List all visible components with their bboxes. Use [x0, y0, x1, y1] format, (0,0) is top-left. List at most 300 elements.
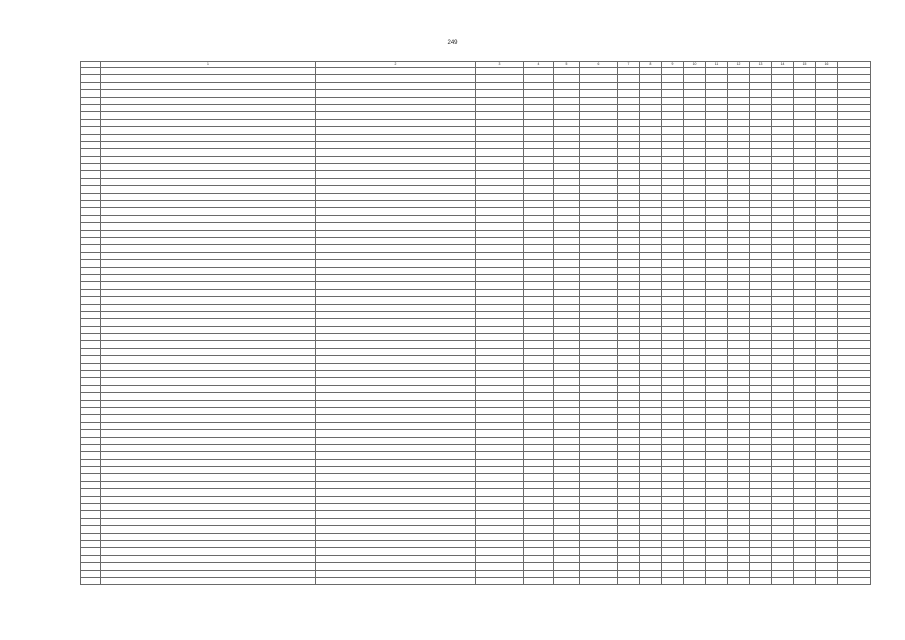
table-cell	[794, 481, 816, 488]
table-cell	[554, 141, 580, 148]
table-cell	[662, 489, 684, 496]
table-cell	[706, 489, 728, 496]
table-cell	[580, 326, 618, 333]
table-cell	[81, 570, 101, 577]
table-cell	[750, 341, 772, 348]
table-cell	[772, 452, 794, 459]
table-cell	[816, 260, 838, 267]
table-cell	[772, 134, 794, 141]
table-cell	[81, 237, 101, 244]
table-cell	[684, 563, 706, 570]
table-cell	[580, 415, 618, 422]
table-cell	[750, 237, 772, 244]
table-cell	[580, 385, 618, 392]
table-cell	[81, 201, 101, 208]
table-cell	[662, 526, 684, 533]
table-row	[81, 201, 871, 208]
table-cell	[101, 75, 316, 82]
table-cell	[816, 311, 838, 318]
table-cell	[772, 570, 794, 577]
table-cell	[838, 459, 871, 466]
table-cell	[640, 319, 662, 326]
table-cell	[640, 378, 662, 385]
table-cell	[580, 134, 618, 141]
table-cell	[618, 304, 640, 311]
table-cell	[816, 112, 838, 119]
table-cell	[554, 533, 580, 540]
table-cell	[618, 393, 640, 400]
table-cell	[316, 311, 476, 318]
table-cell	[316, 555, 476, 562]
table-cell	[640, 341, 662, 348]
table-cell	[640, 474, 662, 481]
table-cell	[618, 563, 640, 570]
table-cell	[816, 75, 838, 82]
table-row	[81, 311, 871, 318]
table-row	[81, 141, 871, 148]
table-cell	[476, 422, 524, 429]
table-cell	[476, 141, 524, 148]
table-cell	[618, 577, 640, 584]
table-cell	[794, 68, 816, 75]
table-cell	[554, 371, 580, 378]
table-cell	[728, 474, 750, 481]
table-cell	[101, 511, 316, 518]
table-cell	[316, 363, 476, 370]
table-cell	[524, 548, 554, 555]
table-cell	[618, 518, 640, 525]
table-cell	[838, 90, 871, 97]
table-cell	[728, 363, 750, 370]
table-cell	[640, 164, 662, 171]
table-cell	[476, 82, 524, 89]
table-cell	[772, 282, 794, 289]
table-cell	[618, 282, 640, 289]
table-cell	[81, 68, 101, 75]
table-cell	[101, 489, 316, 496]
table-cell	[81, 459, 101, 466]
table-cell	[662, 112, 684, 119]
table-cell	[772, 97, 794, 104]
table-cell	[640, 289, 662, 296]
table-cell	[618, 215, 640, 222]
table-cell	[524, 489, 554, 496]
table-cell	[750, 452, 772, 459]
table-cell	[580, 208, 618, 215]
table-cell	[838, 201, 871, 208]
table-cell	[316, 452, 476, 459]
table-cell	[81, 504, 101, 511]
table-cell	[580, 393, 618, 400]
table-cell	[618, 267, 640, 274]
table-cell	[816, 201, 838, 208]
table-cell	[750, 371, 772, 378]
table-cell	[838, 127, 871, 134]
table-cell	[706, 274, 728, 281]
table-cell	[101, 119, 316, 126]
table-cell	[684, 422, 706, 429]
table-cell	[476, 504, 524, 511]
table-cell	[580, 119, 618, 126]
table-cell	[554, 393, 580, 400]
table-cell	[838, 171, 871, 178]
table-cell	[794, 407, 816, 414]
table-cell	[101, 223, 316, 230]
table-cell	[81, 156, 101, 163]
table-cell	[772, 289, 794, 296]
table-cell	[640, 223, 662, 230]
table-row	[81, 230, 871, 237]
table-cell	[101, 548, 316, 555]
table-cell	[838, 237, 871, 244]
table-cell	[838, 437, 871, 444]
table-cell	[794, 371, 816, 378]
table-cell	[81, 97, 101, 104]
table-cell	[728, 430, 750, 437]
table-cell	[662, 193, 684, 200]
table-cell	[750, 548, 772, 555]
table-cell	[706, 90, 728, 97]
table-cell	[524, 282, 554, 289]
table-cell	[750, 378, 772, 385]
table-cell	[706, 201, 728, 208]
table-cell	[524, 119, 554, 126]
table-cell	[794, 134, 816, 141]
table-cell	[554, 164, 580, 171]
table-cell	[662, 437, 684, 444]
table-cell	[750, 407, 772, 414]
table-row	[81, 223, 871, 230]
table-cell	[706, 245, 728, 252]
table-cell	[476, 393, 524, 400]
table-cell	[772, 400, 794, 407]
table-cell	[554, 68, 580, 75]
table-cell	[684, 164, 706, 171]
table-cell	[750, 504, 772, 511]
table-cell	[662, 134, 684, 141]
table-cell	[662, 282, 684, 289]
table-cell	[728, 489, 750, 496]
table-cell	[618, 511, 640, 518]
table-cell	[838, 319, 871, 326]
table-cell	[316, 371, 476, 378]
table-cell	[838, 252, 871, 259]
table-cell	[476, 444, 524, 451]
table-cell	[554, 104, 580, 111]
table-cell	[662, 378, 684, 385]
table-cell	[728, 467, 750, 474]
table-cell	[816, 90, 838, 97]
table-cell	[728, 385, 750, 392]
table-cell	[580, 341, 618, 348]
table-cell	[316, 119, 476, 126]
table-cell	[81, 141, 101, 148]
table-cell	[794, 459, 816, 466]
table-cell	[81, 341, 101, 348]
table-row	[81, 97, 871, 104]
table-cell	[580, 230, 618, 237]
table-row	[81, 378, 871, 385]
table-cell	[476, 541, 524, 548]
table-row	[81, 90, 871, 97]
table-cell	[580, 304, 618, 311]
table-cell	[772, 459, 794, 466]
table-cell	[794, 282, 816, 289]
table-cell	[101, 186, 316, 193]
table-cell	[618, 289, 640, 296]
table-cell	[750, 215, 772, 222]
table-cell	[662, 459, 684, 466]
table-cell	[81, 444, 101, 451]
table-cell	[794, 223, 816, 230]
table-cell	[554, 563, 580, 570]
table-cell	[618, 444, 640, 451]
table-cell	[81, 311, 101, 318]
table-cell	[794, 112, 816, 119]
table-cell	[794, 548, 816, 555]
table-cell	[580, 348, 618, 355]
table-cell	[316, 223, 476, 230]
table-cell	[81, 164, 101, 171]
table-cell	[838, 415, 871, 422]
table-cell	[706, 356, 728, 363]
table-cell	[554, 178, 580, 185]
table-cell	[706, 230, 728, 237]
table-cell	[728, 230, 750, 237]
table-cell	[662, 97, 684, 104]
table-cell	[618, 134, 640, 141]
table-cell	[580, 164, 618, 171]
table-cell	[750, 82, 772, 89]
table-cell	[316, 90, 476, 97]
table-cell	[580, 459, 618, 466]
table-cell	[816, 223, 838, 230]
table-cell	[816, 334, 838, 341]
table-cell	[706, 260, 728, 267]
table-cell	[476, 467, 524, 474]
table-cell	[706, 407, 728, 414]
table-cell	[554, 334, 580, 341]
table-cell	[684, 193, 706, 200]
table-cell	[794, 75, 816, 82]
table-cell	[554, 201, 580, 208]
table-cell	[316, 252, 476, 259]
table-cell	[706, 518, 728, 525]
table-cell	[554, 282, 580, 289]
table-cell	[794, 289, 816, 296]
table-cell	[772, 112, 794, 119]
table-cell	[580, 201, 618, 208]
table-cell	[838, 304, 871, 311]
table-cell	[101, 467, 316, 474]
table-cell	[524, 326, 554, 333]
table-cell	[794, 97, 816, 104]
table-cell	[662, 400, 684, 407]
table-row	[81, 282, 871, 289]
table-cell	[728, 252, 750, 259]
table-cell	[618, 127, 640, 134]
table-cell	[524, 334, 554, 341]
table-cell	[524, 237, 554, 244]
table-cell	[662, 141, 684, 148]
table-cell	[618, 260, 640, 267]
table-cell	[81, 326, 101, 333]
table-cell	[524, 186, 554, 193]
table-cell	[750, 533, 772, 540]
table-cell	[750, 518, 772, 525]
table-row	[81, 393, 871, 400]
page-number: 249	[447, 40, 458, 46]
table-cell	[476, 237, 524, 244]
table-row	[81, 156, 871, 163]
table-cell	[101, 97, 316, 104]
table-cell	[684, 474, 706, 481]
table-cell	[706, 444, 728, 451]
table-row	[81, 452, 871, 459]
table-cell	[524, 363, 554, 370]
table-cell	[816, 407, 838, 414]
table-cell	[816, 363, 838, 370]
table-cell	[706, 393, 728, 400]
table-cell	[524, 452, 554, 459]
table-cell	[640, 541, 662, 548]
table-cell	[81, 400, 101, 407]
table-cell	[476, 75, 524, 82]
table-cell	[554, 237, 580, 244]
table-cell	[838, 141, 871, 148]
table-cell	[580, 186, 618, 193]
table-cell	[684, 127, 706, 134]
table-cell	[838, 489, 871, 496]
table-cell	[728, 68, 750, 75]
table-cell	[684, 119, 706, 126]
table-cell	[81, 533, 101, 540]
table-cell	[101, 90, 316, 97]
table-cell	[772, 90, 794, 97]
table-cell	[554, 400, 580, 407]
table-row	[81, 371, 871, 378]
table-cell	[101, 326, 316, 333]
table-cell	[750, 577, 772, 584]
table-cell	[706, 156, 728, 163]
table-cell	[524, 149, 554, 156]
table-cell	[816, 297, 838, 304]
table-cell	[524, 304, 554, 311]
table-cell	[476, 430, 524, 437]
table-cell	[554, 97, 580, 104]
table-cell	[816, 289, 838, 296]
table-cell	[816, 341, 838, 348]
table-cell	[101, 577, 316, 584]
table-cell	[838, 474, 871, 481]
column-number-header: 8	[640, 62, 662, 68]
table-row	[81, 570, 871, 577]
table-cell	[728, 171, 750, 178]
table-cell	[81, 481, 101, 488]
table-cell	[640, 385, 662, 392]
table-cell	[476, 112, 524, 119]
table-cell	[684, 400, 706, 407]
table-cell	[772, 171, 794, 178]
table-cell	[81, 112, 101, 119]
table-cell	[554, 260, 580, 267]
table-cell	[640, 393, 662, 400]
table-cell	[772, 304, 794, 311]
table-cell	[728, 237, 750, 244]
table-cell	[316, 274, 476, 281]
table-cell	[662, 496, 684, 503]
table-cell	[618, 407, 640, 414]
table-cell	[706, 415, 728, 422]
table-cell	[580, 474, 618, 481]
table-cell	[618, 437, 640, 444]
table-cell	[706, 112, 728, 119]
table-cell	[476, 533, 524, 540]
table-cell	[476, 459, 524, 466]
table-cell	[750, 164, 772, 171]
table-cell	[772, 489, 794, 496]
table-cell	[618, 68, 640, 75]
table-cell	[618, 400, 640, 407]
table-cell	[580, 577, 618, 584]
table-cell	[816, 282, 838, 289]
table-cell	[772, 201, 794, 208]
table-cell	[816, 504, 838, 511]
table-cell	[684, 201, 706, 208]
table-cell	[706, 68, 728, 75]
table-cell	[554, 90, 580, 97]
table-cell	[816, 385, 838, 392]
table-cell	[794, 260, 816, 267]
table-cell	[316, 141, 476, 148]
table-cell	[750, 474, 772, 481]
table-cell	[554, 363, 580, 370]
table-cell	[316, 134, 476, 141]
table-cell	[316, 97, 476, 104]
table-cell	[316, 518, 476, 525]
table-cell	[101, 341, 316, 348]
table-cell	[81, 496, 101, 503]
table-row	[81, 82, 871, 89]
table-cell	[316, 348, 476, 355]
table-cell	[476, 171, 524, 178]
table-cell	[794, 393, 816, 400]
table-cell	[476, 334, 524, 341]
table-cell	[838, 193, 871, 200]
table-cell	[81, 127, 101, 134]
table-cell	[580, 297, 618, 304]
table-cell	[316, 489, 476, 496]
table-cell	[618, 548, 640, 555]
table-cell	[580, 82, 618, 89]
table-cell	[662, 237, 684, 244]
table-cell	[618, 452, 640, 459]
table-cell	[728, 104, 750, 111]
table-cell	[476, 452, 524, 459]
table-cell	[476, 474, 524, 481]
table-cell	[728, 208, 750, 215]
table-cell	[640, 230, 662, 237]
table-cell	[524, 208, 554, 215]
table-cell	[476, 245, 524, 252]
table-cell	[772, 274, 794, 281]
table-cell	[794, 208, 816, 215]
table-cell	[81, 215, 101, 222]
table-cell	[580, 452, 618, 459]
table-cell	[728, 504, 750, 511]
table-cell	[794, 237, 816, 244]
table-cell	[662, 149, 684, 156]
